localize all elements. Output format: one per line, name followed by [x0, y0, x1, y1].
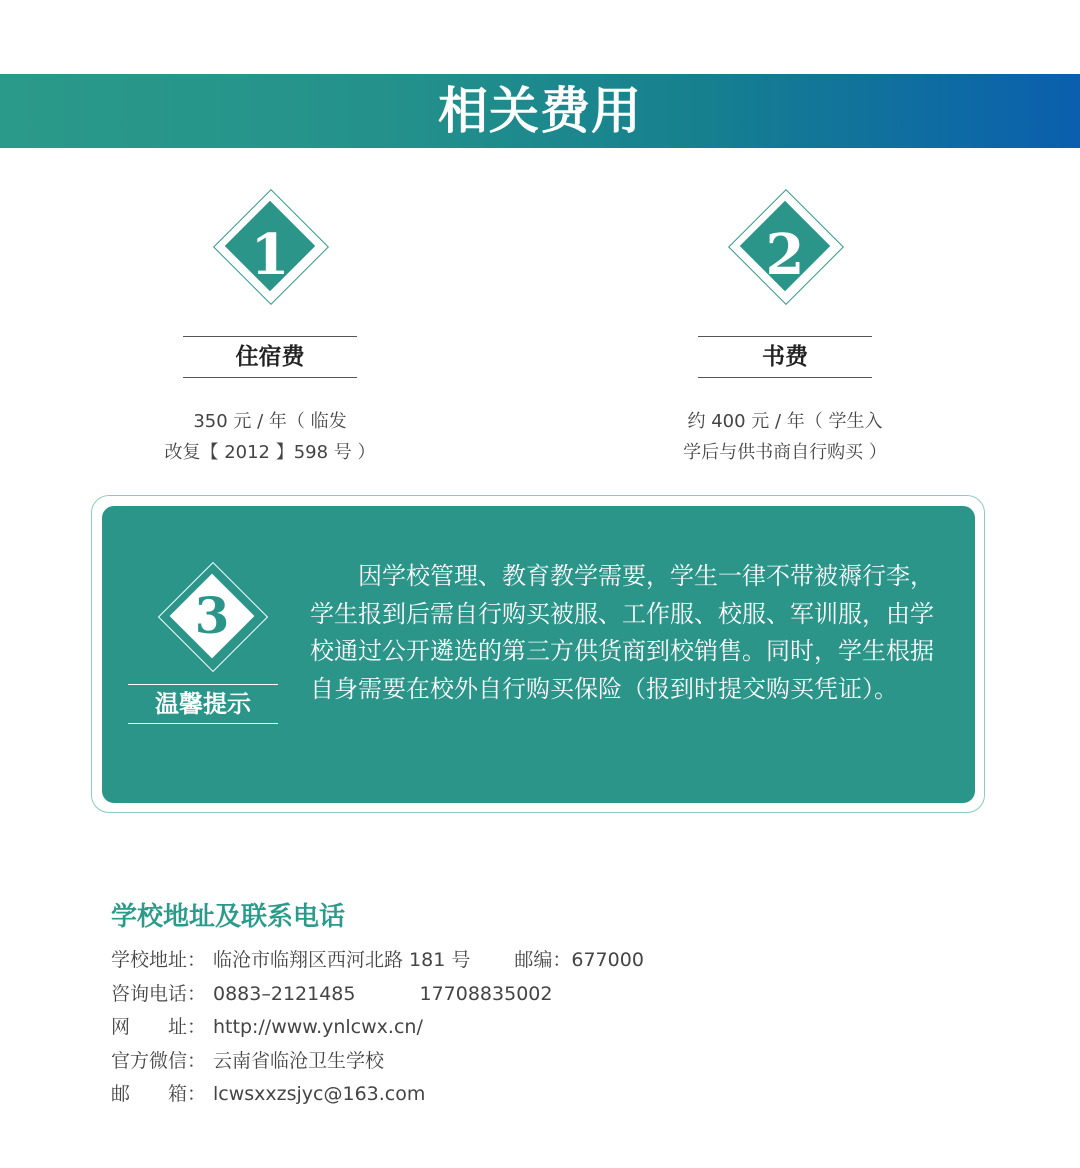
email-label: 邮 箱：	[111, 1083, 207, 1105]
address-label: 学校地址：	[111, 949, 207, 971]
address-value: 临沧市临翔区西河北路 181 号	[213, 949, 471, 971]
contact-list	[111, 944, 1011, 1112]
contact-row-address	[111, 944, 1011, 978]
wechat-value: 云南省临沧卫生学校	[213, 1049, 385, 1072]
website-link[interactable]: http://www.ynlcwx.cn/	[213, 1016, 423, 1038]
fee-description	[140, 406, 400, 468]
phone-value: 0883–2121485	[213, 982, 356, 1005]
postcode-label: 邮编：	[514, 949, 572, 971]
fee-desc-line: 学后与供书商自行购买 ）	[683, 442, 887, 463]
banner-title: 相关费用	[438, 81, 642, 140]
number-badge	[140, 200, 400, 328]
fee-title: 住宿费	[183, 336, 357, 378]
website-label: 网 址：	[111, 1016, 207, 1038]
email-link[interactable]: lcwsxxzsjyc@163.com	[213, 1083, 426, 1105]
notice-panel	[102, 506, 975, 803]
fee-item-books	[655, 200, 915, 463]
contact-row-website	[111, 1011, 1011, 1045]
notice-text: 因学校管理、教育教学需要，学生一律不带被褥行李，学生报到后需自行购买被服、工作服、校服、军训服，由学校通过公开遴选的第三方供货商到校销售。同时，学生根据自身需要在校外自行购买保险（报到时提交购买凭证）。	[310, 562, 934, 703]
badge-number: 3	[194, 586, 230, 645]
fee-item-accommodation	[140, 200, 400, 463]
mobile-value: 17708835002	[419, 982, 553, 1005]
fee-description	[655, 406, 915, 468]
phone-label: 咨询电话：	[111, 982, 207, 1005]
contact-row-email	[111, 1078, 1011, 1112]
wechat-label: 官方微信：	[111, 1049, 207, 1072]
notice-title: 温馨提示	[128, 684, 278, 724]
number-badge	[655, 200, 915, 328]
fee-desc-line: 350 元 / 年（ 临发	[193, 411, 347, 432]
badge-number: 2	[765, 222, 805, 288]
contact-row-phone	[111, 978, 1011, 1012]
contact-heading: 学校地址及联系电话	[111, 902, 346, 932]
postcode-value: 677000	[571, 949, 644, 971]
fee-title: 书费	[698, 336, 872, 378]
fee-desc-line: 改复【 2012 】598 号 ）	[164, 442, 376, 463]
section-banner	[0, 74, 1080, 148]
contact-row-wechat	[111, 1045, 1011, 1079]
fee-desc-line: 约 400 元 / 年（ 学生入	[687, 411, 883, 432]
badge-number: 1	[250, 222, 290, 288]
